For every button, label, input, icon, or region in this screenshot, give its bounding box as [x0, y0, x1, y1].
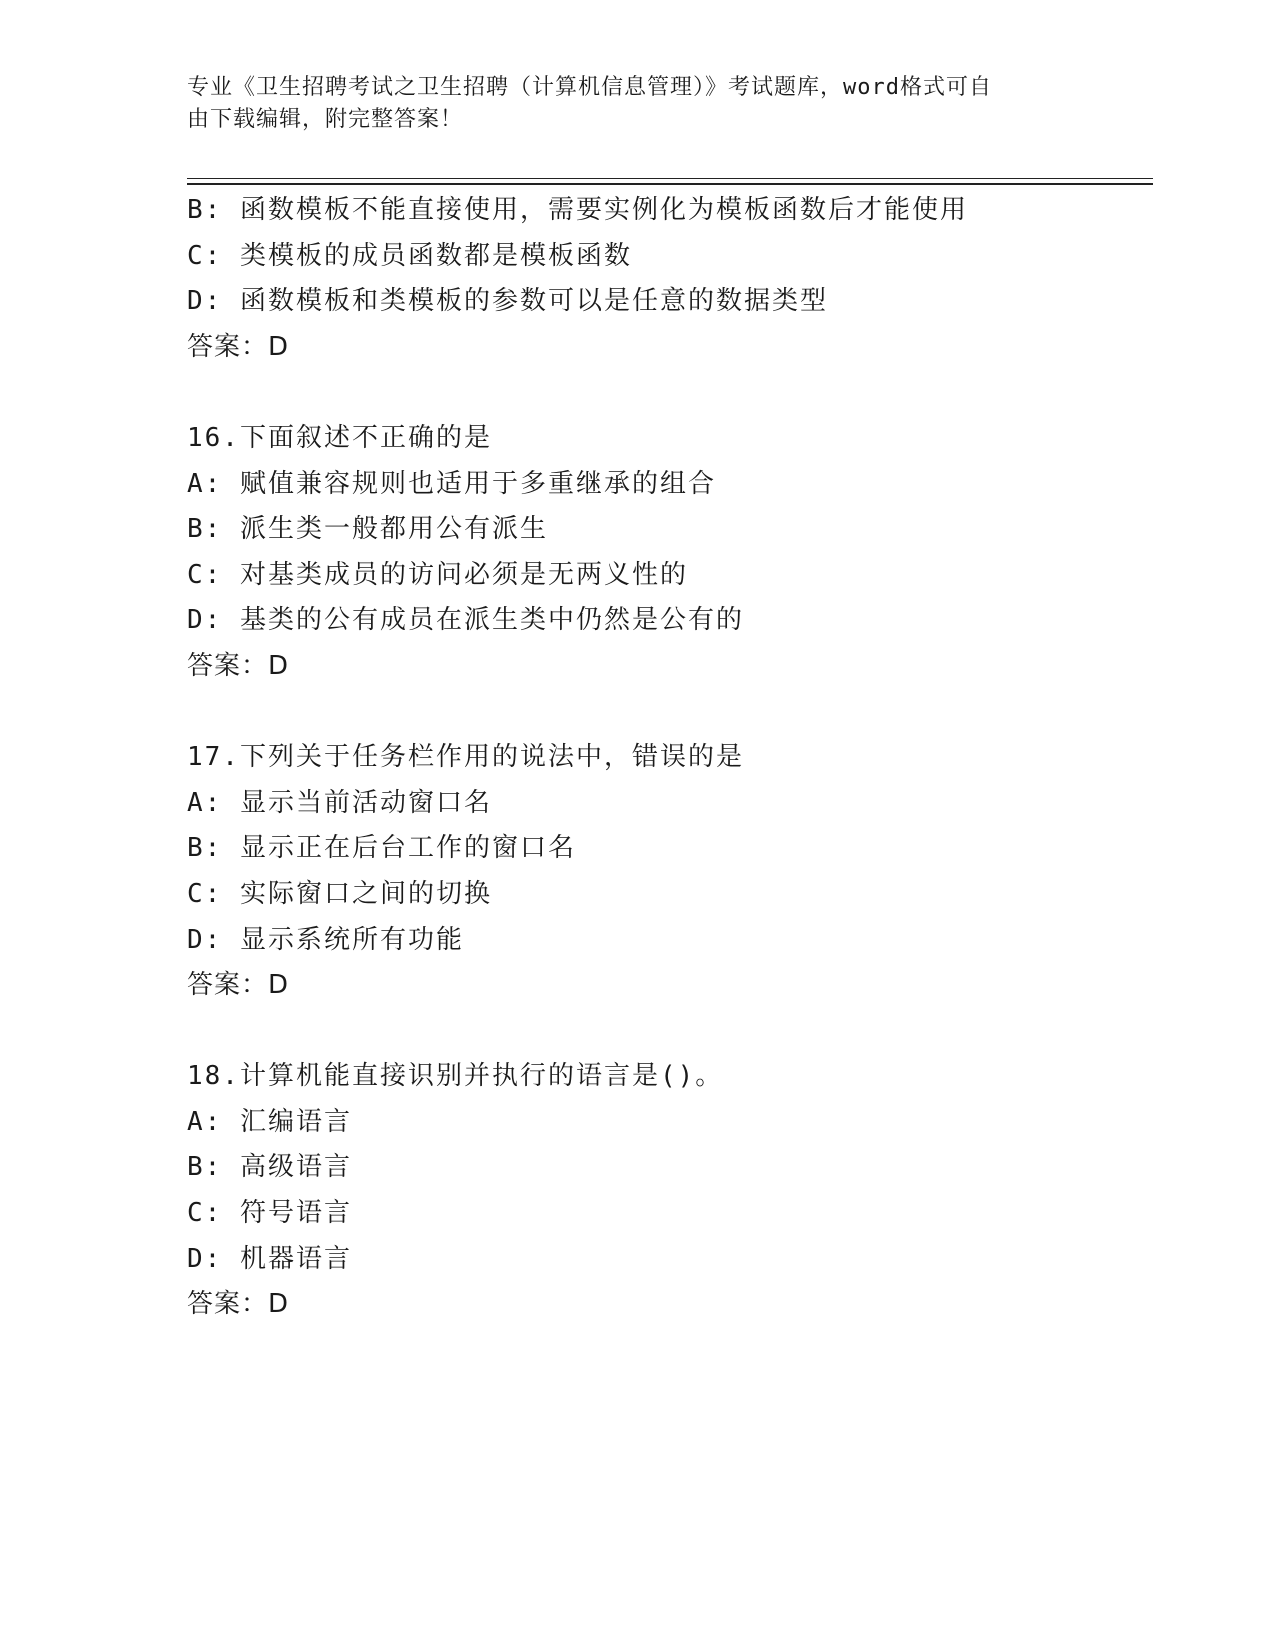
header-divider-thin [187, 178, 1153, 179]
option-d: D: 函数模板和类模板的参数可以是任意的数据类型 [187, 286, 828, 317]
option-c: C: 符号语言 [187, 1198, 352, 1229]
option-d: D: 机器语言 [187, 1243, 352, 1274]
question-stem: 17.下列关于任务栏作用的说法中，错误的是 [187, 742, 744, 773]
header-line-1: 专业《卫生招聘考试之卫生招聘（计算机信息管理）》考试题库，word格式可自 [187, 75, 992, 100]
document-header [187, 72, 1067, 136]
question-stem: 18.计算机能直接识别并执行的语言是()。 [187, 1061, 724, 1092]
question-list [187, 188, 1153, 1328]
spacer [187, 1009, 1153, 1055]
option-d: D: 基类的公有成员在派生类中仍然是公有的 [187, 605, 744, 636]
answer-line: 答案：D [187, 1289, 290, 1320]
answer-line: 答案：D [187, 650, 290, 681]
option-b: B: 高级语言 [187, 1152, 352, 1183]
option-b: B: 函数模板不能直接使用，需要实例化为模板函数后才能使用 [187, 195, 968, 225]
answer-line: 答案：D [187, 970, 290, 1001]
question-17 [187, 735, 1153, 1009]
answer-line: 答案：D [187, 331, 290, 362]
option-a: A: 显示当前活动窗口名 [187, 787, 492, 818]
carry-over-question [187, 188, 1153, 370]
question-18 [187, 1054, 1153, 1328]
option-c: C: 对基类成员的访问必须是无两义性的 [187, 559, 688, 590]
option-b: B: 派生类一般都用公有派生 [187, 514, 548, 545]
question-16 [187, 416, 1153, 690]
header-divider-thick [187, 183, 1153, 185]
option-d: D: 显示系统所有功能 [187, 924, 464, 955]
option-b: B: 显示正在后台工作的窗口名 [187, 833, 576, 864]
option-c: C: 实际窗口之间的切换 [187, 878, 492, 909]
spacer [187, 690, 1153, 736]
question-stem: 16.下面叙述不正确的是 [187, 422, 492, 453]
spacer [187, 370, 1153, 416]
option-a: A: 赋值兼容规则也适用于多重继承的组合 [187, 468, 716, 499]
option-c: C: 类模板的成员函数都是模板函数 [187, 240, 632, 271]
header-line-2: 由下载编辑，附完整答案！ [187, 107, 464, 132]
option-a: A: 汇编语言 [187, 1106, 352, 1137]
